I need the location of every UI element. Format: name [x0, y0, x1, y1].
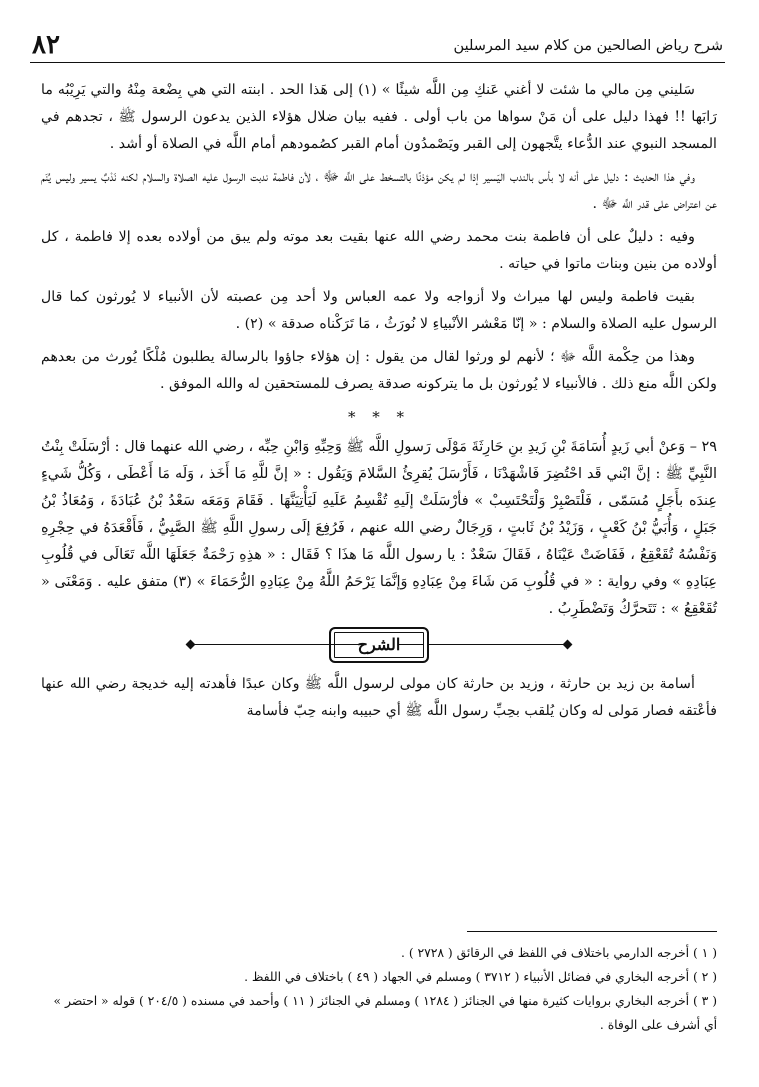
paragraph: وفي هذا الحديث : دليل على أنه لا بأس بالندب اليَسير إذا لم يكن مؤذنًا بالتسخط على اللَّه ﷻ ، لأن فاطمة ندبت الرسول عليه الصلاة والسلام لكنه نَدْبٌ يسير وليس يُنَم عن اعتراض على قدر اللَّه ﷻ .: [41, 169, 717, 212]
hadith-text: ٢٩ – وَعنْ أبي زَيدٍ أُسَامَةَ بْنِ زَيدِ بنِ حَارِثَةَ مَوْلَى رَسولِ اللَّه ﷺ وَحِبِّهِ وَابْنِ حِبِّه ، رضي الله عنهما قال : أرْسَلَتْ بِنْتُ النَّبِيِّ ﷺ : إنَّ ابْني قَد احْتُضِرَ فَاشْهَدْنَا ، فَأَرْسَلَ يُقرِئُ السَّلامَ وَيَقُول : « إنَّ للَّهِ مَا أَخَذ ، وَلَه مَا أَعْطَى ، وَكُلُّ شَيءٍ عِندَه بأَجَلٍ مُسَمّى ، فَلْتَصْبِرْ وَلْتَحْتَسِبْ » فأرْسَلَتْ إلَيهِ تُقْسِمُ عَلَيهِ لَيَأْتِيَنَّهَا . فَقَامَ وَمَعَه سَعْدُ بْنُ عُبَادَةَ ، وَمُعَاذُ بْنُ جَبَلٍ ، وَأُبَيُّ بْنُ كَعْبٍ ، وَزَيْدُ بْنُ ثَابتٍ ، وَرِجَالٌ رضي الله عنهم ، فَرُفِعَ إلَى رسولِ اللَّهِ ﷺ الصَّبِيُّ ، فَأَقْعَدَهُ في حِجْرِهِ وَنَفْسُهُ تُقَعْقِعُ ، فَفَاضَتْ عَيْنَاهُ ، فَقَالَ سَعْدٌ : يا رسول اللَّه مَا هذَا ؟ فَقَال : « هذِهِ رَحْمَةٌ جَعَلَهَا اللَّه تَعَالَى في قُلُوبِ عِبَادِهِ » وفي رواية : « في قُلُوبِ مَن شَاءَ مِنْ عِبَادِهِ وَإنَّمَا يَرْحَمُ اللَّهُ مِنْ عِبَادِهِ الرُّحَمَاءَ » (٣) متفق عليه . وَمَعْنَى « تُقَعْقِعُ » : تَتَحرَّكُ وَتَضْطَرِبُ .: [41, 439, 718, 617]
sharh-paragraph: أسامة بن زيد بن حارثة ، وزيد بن حارثة كان مولى لرسول اللَّه ﷺ وكان عبدًا فأهدته إليه خديجة رضي الله عنها فأعْتقه فصار مَولى له وكان يُلقب بحِبِّ رسول اللَّه ﷺ أي حبيبه وابنه حِبّ فأسامة: [41, 676, 717, 719]
main-text: [41, 77, 717, 725]
sharh-title: الشرح: [329, 627, 429, 663]
footnote: ( ١ ) أخرجه الدارمي باختلاف في اللفظ في الرقائق ( ٢٧٢٨ ) .: [401, 946, 717, 960]
footnote: ( ٣ ) أخرجه البخاري بروايات كثيرة منها في الجنائز ( ١٢٨٤ ) ومسلم في الجنائز ( ١١ ) وأحمد في مسنده ( ٢٠٤/٥ ) قوله « احتضر » أي أشرف على الوفاة .: [53, 994, 717, 1032]
page-header: [30, 28, 725, 63]
ornament-line-left: [191, 644, 359, 645]
section-separator: * * *: [347, 408, 411, 426]
sharh-heading: [41, 625, 717, 665]
paragraph: بقيت فاطمة وليس لها ميراث ولا أزواجه ولا عمه العباس ولا أحد مِن عصبته لأن الأنبياء لا يُورثون كما قال الرسول عليه الصلاة والسلام : « إنّا مَعْشر الأنْبياءِ لا نُورَثُ ، مَا تَرَكْناه صدقة » (٢) .: [41, 289, 717, 332]
running-title: شرح رياض الصالحين من كلام سيد المرسلين: [453, 38, 723, 54]
paragraph: وهذا من حِكْمة اللَّه ﷻ ؛ لأنهم لو ورثوا لقال من يقول : إن هؤلاء جاؤوا بالرسالة يطلبون مُلْكًا يُورث من بعدهم ولكن اللَّه منع ذلك . فالأنبياء لا يُورثون بل ما يتركونه صدقة يصرف للمستحقين له والله الموفق .: [41, 349, 717, 392]
footnotes: [41, 941, 717, 1037]
page-number: ٨٢: [32, 30, 60, 60]
footnote-divider: [467, 931, 717, 932]
paragraph: وفيه : دليلٌ على أن فاطمة بنت محمد رضي الله عنها بقيت بعد موته ولم يبق من أولاده بعده إلا فاطمة ، كل أولاده من بنين وبنات ماتوا في حياته .: [41, 229, 717, 272]
paragraph: سَليني مِن مالي ما شئت لا أغني عَنكِ مِن اللَّه شيئًا » (١) إلى هَذا الحد . ابنته التي هي بِضْعة مِنْهُ والتي يَرِيْبُه ما رَابَها !! فهذا دليل على أن مَنْ سواها من باب أولى . ففيه بيان ضلال هؤلاء الذين يدعون الرسول ﷺ ، تجدهم في المسجد النبوي عند الدُّعاء يتَّجهون إلى القبر ويَصْمدُون أمام القبر كصُمودهم أمام اللَّه في الصلاة أو أشد .: [41, 82, 717, 152]
footnote: ( ٢ ) أخرجه البخاري في فضائل الأنبياء ( ٣٧١٢ ) ومسلم في الجهاد ( ٤٩ ) باختلاف في اللفظ .: [244, 970, 717, 984]
